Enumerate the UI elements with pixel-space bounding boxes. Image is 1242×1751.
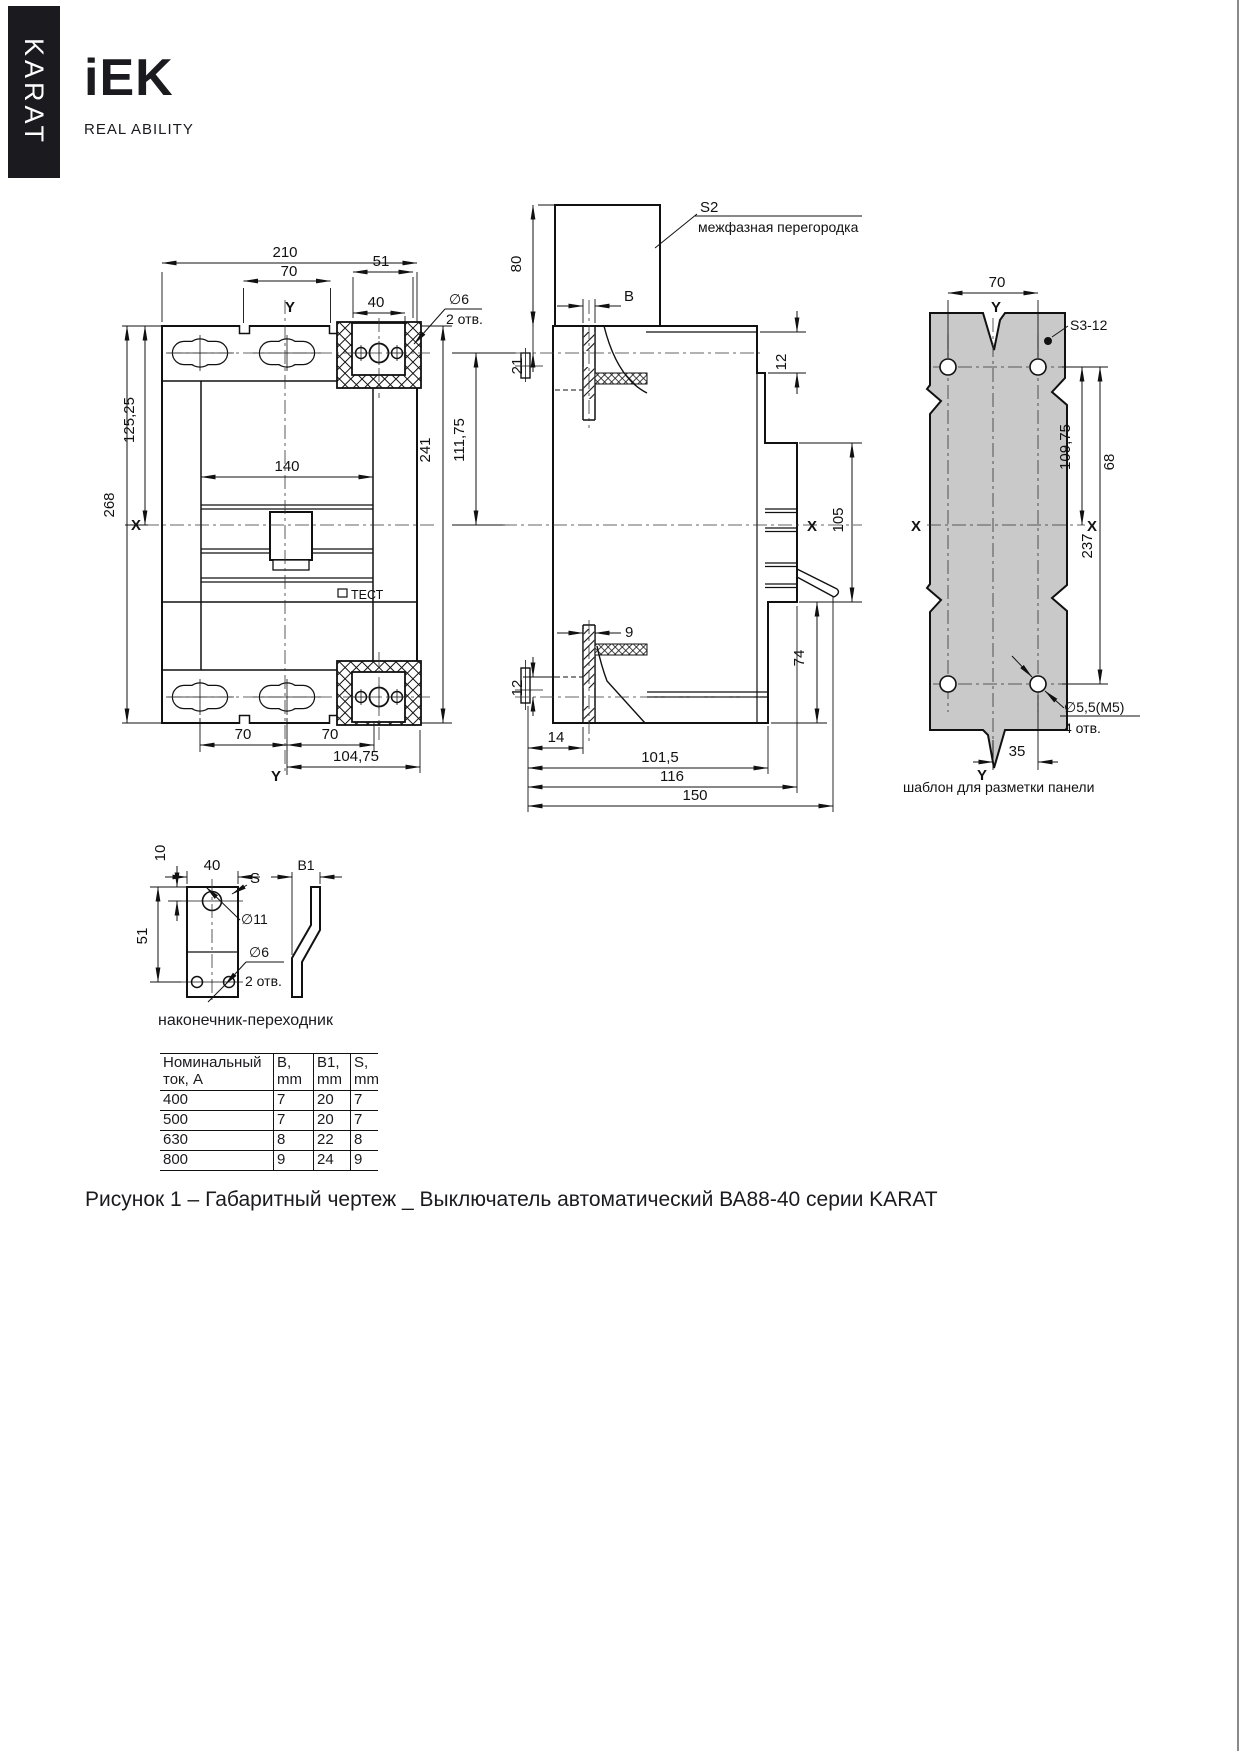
- lug-caption: наконечник-переходник: [158, 1012, 333, 1029]
- axis-x-panel-right: X: [1087, 518, 1098, 535]
- lug-size-table: [160, 1053, 378, 1171]
- interphase-barrier: [555, 205, 660, 326]
- dim-268: 268: [101, 492, 118, 518]
- series-name-vertical: KARAT: [19, 37, 49, 146]
- iek-logo: iEK: [84, 49, 174, 107]
- axis-y-panel-top: Y: [990, 299, 1002, 316]
- panel-caption: шаблон для разметки панели: [903, 779, 1095, 795]
- dim-70-panel: 70: [988, 274, 1006, 291]
- dim-70-top: 70: [280, 263, 298, 280]
- table-row: 500 7 20 7: [160, 1111, 378, 1131]
- dim-9: 9: [625, 624, 634, 641]
- axis-x-side: X: [806, 518, 818, 535]
- label-s2-name: межфазная перегородка: [698, 219, 859, 235]
- col-header-b: B, mm: [273, 1054, 313, 1090]
- figure-caption: Рисунок 1 – Габаритный чертеж _ Выключатель автоматический ВА88-40 серии KARAT: [85, 1188, 938, 1211]
- dim-b1: B1: [297, 857, 315, 873]
- dim-51: 51: [372, 253, 390, 270]
- dim-140: 140: [274, 458, 300, 475]
- dim-40: 40: [367, 294, 385, 311]
- test-label: ТЕСТ: [351, 588, 384, 602]
- dim-105: 105: [830, 507, 847, 533]
- label-s3-12: S3-12: [1070, 317, 1108, 333]
- hole-note-d6-lug: ∅6: [249, 944, 269, 960]
- col-header-current: Номинальный ток, А: [163, 1054, 262, 1088]
- col-header-b1: B1, mm: [313, 1054, 350, 1090]
- dim-12-bottom: 12: [509, 679, 526, 697]
- dim-237: 237: [1079, 533, 1096, 559]
- dim-40-lug: 40: [203, 857, 221, 874]
- hole-note-d11: ∅11: [241, 911, 268, 927]
- dim-70-bottom-2: 70: [321, 726, 339, 743]
- dim-150: 150: [682, 787, 708, 804]
- brand-tagline: REAL ABILITY: [84, 121, 194, 138]
- dim-74: 74: [791, 649, 808, 667]
- label-s2: S2: [700, 199, 719, 216]
- hole-note-d6-qty: 2 отв.: [446, 311, 483, 327]
- dim-80: 80: [508, 255, 525, 273]
- dim-125-25: 125,25: [121, 397, 138, 443]
- dim-10: 10: [152, 844, 169, 862]
- dim-21: 21: [509, 357, 526, 375]
- dim-68: 68: [1101, 453, 1118, 471]
- axis-x-front: X: [130, 517, 142, 534]
- trip-lever: [797, 569, 838, 597]
- table-row: 400 7 20 7: [160, 1091, 378, 1111]
- side-view: [503, 199, 862, 812]
- dim-51-lug: 51: [134, 927, 151, 945]
- col-header-s: S, mm: [350, 1054, 378, 1090]
- table-header-row: [160, 1054, 378, 1091]
- dim-12-top: 12: [773, 353, 790, 371]
- front-view: [101, 244, 516, 785]
- lug-side-profile: [292, 887, 320, 997]
- dim-101-5: 101,5: [641, 749, 679, 766]
- dim-116: 116: [660, 768, 684, 785]
- dim-35: 35: [1008, 743, 1026, 760]
- dim-109-75: 109,75: [1057, 424, 1074, 470]
- dim-14: 14: [547, 729, 565, 746]
- dim-104-75: 104,75: [333, 748, 379, 765]
- axis-y-bottom: Y: [270, 768, 282, 785]
- table-row: 630 8 22 8: [160, 1131, 378, 1151]
- dim-241: 241: [417, 437, 434, 463]
- axis-y-top: Y: [284, 299, 296, 316]
- s3-12-point: [1044, 337, 1052, 345]
- dim-B: B: [624, 288, 635, 305]
- hole-note-d55-qty: 4 отв.: [1064, 720, 1101, 736]
- hole-note-d6: ∅6: [449, 291, 469, 307]
- hole-note-d6-lug-qty: 2 отв.: [245, 973, 282, 989]
- dim-111-75: 111,75: [451, 418, 468, 462]
- axis-x-panel-left: X: [910, 518, 922, 535]
- table-row: 800 9 24 9: [160, 1151, 378, 1171]
- axis-y-panel-bottom: Y: [976, 767, 988, 784]
- panel-template-view: [903, 274, 1140, 795]
- lug-view: [134, 845, 342, 1003]
- label-s-thickness: S: [250, 870, 261, 887]
- breaker-toggle: [270, 512, 312, 560]
- hole-note-d55: ∅5,5(M5): [1064, 699, 1125, 715]
- dim-70-bottom-1: 70: [234, 726, 252, 743]
- dim-210: 210: [272, 244, 298, 261]
